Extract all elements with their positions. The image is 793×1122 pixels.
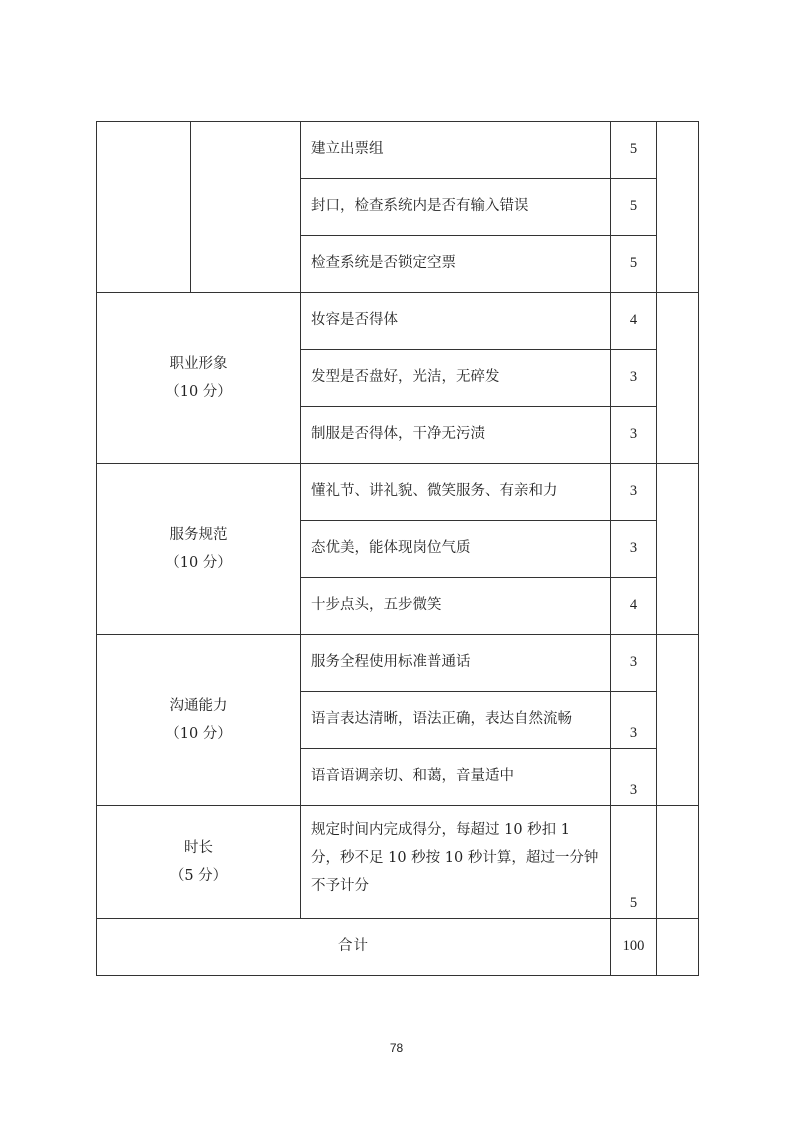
total-label: 合计 <box>97 919 611 976</box>
blank-cell <box>657 122 699 293</box>
score-cell: 5 <box>611 806 657 919</box>
item-cell: 懂礼节、讲礼貌、微笑服务、有亲和力 <box>301 464 611 521</box>
scoring-table <box>96 121 699 976</box>
category-name: 职业形象 <box>169 356 228 372</box>
category-points: （10 分） <box>165 726 232 742</box>
blank-cell <box>657 293 699 464</box>
category-name: 沟通能力 <box>169 698 228 714</box>
score-cell: 3 <box>611 749 657 806</box>
score-cell: 5 <box>611 236 657 293</box>
table-row <box>97 122 699 179</box>
item-cell: 十步点头，五步微笑 <box>301 578 611 635</box>
item-cell: 服务全程使用标准普通话 <box>301 635 611 692</box>
table-row <box>97 635 699 692</box>
page-number: 78 <box>389 1041 404 1055</box>
table-row <box>97 806 699 919</box>
item-cell: 发型是否盘好，光洁，无碎发 <box>301 350 611 407</box>
score-cell: 5 <box>611 179 657 236</box>
category-points: （10 分） <box>165 555 232 571</box>
item-cell: 语言表达清晰，语法正确，表达自然流畅 <box>301 692 611 749</box>
item-cell: 检查系统是否锁定空票 <box>301 236 611 293</box>
item-cell: 制服是否得体，干净无污渍 <box>301 407 611 464</box>
item-cell: 态优美，能体现岗位气质 <box>301 521 611 578</box>
category-cell <box>97 635 301 806</box>
total-row <box>97 919 699 976</box>
blank-cell <box>657 806 699 919</box>
category-points: （5 分） <box>169 868 228 884</box>
table-row <box>97 293 699 350</box>
item-cell: 语音语调亲切、和蔼，音量适中 <box>301 749 611 806</box>
score-cell: 3 <box>611 635 657 692</box>
score-cell: 3 <box>611 407 657 464</box>
item-cell: 妆容是否得体 <box>301 293 611 350</box>
category-name: 时长 <box>184 840 213 856</box>
score-cell: 4 <box>611 293 657 350</box>
blank-cell <box>657 919 699 976</box>
score-cell: 4 <box>611 578 657 635</box>
category-points: （10 分） <box>165 384 232 400</box>
table-row <box>97 464 699 521</box>
score-cell: 3 <box>611 350 657 407</box>
score-cell: 5 <box>611 122 657 179</box>
empty-cell <box>191 122 301 293</box>
empty-cell <box>97 122 191 293</box>
item-cell: 建立出票组 <box>301 122 611 179</box>
blank-cell <box>657 464 699 635</box>
category-cell <box>97 293 301 464</box>
category-name: 服务规范 <box>169 527 228 543</box>
score-cell: 3 <box>611 692 657 749</box>
item-cell: 封口，检查系统内是否有输入错误 <box>301 179 611 236</box>
category-cell <box>97 464 301 635</box>
total-score: 100 <box>611 919 657 976</box>
item-cell: 规定时间内完成得分，每超过 10 秒扣 1 分，秒不足 10 秒按 10 秒计算，超过一分钟不予计分 <box>301 806 611 919</box>
blank-cell <box>657 635 699 806</box>
score-cell: 3 <box>611 521 657 578</box>
category-cell <box>97 806 301 919</box>
score-cell: 3 <box>611 464 657 521</box>
